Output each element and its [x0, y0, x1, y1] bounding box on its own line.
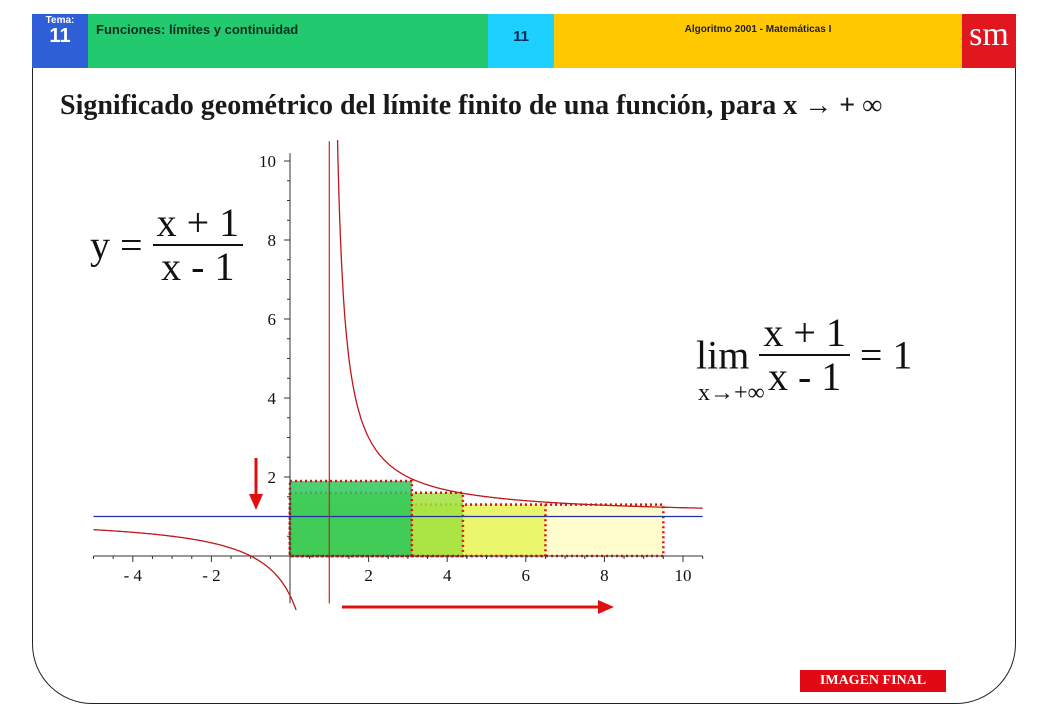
x-tick-label: 2	[364, 566, 373, 585]
formula-numerator: x + 1	[153, 202, 244, 246]
x-tick-label: 4	[442, 566, 452, 585]
x-tick-label: - 4	[123, 566, 143, 585]
limit-result: = 1	[859, 332, 913, 378]
page-title: Significado geométrico del límite finito de una función, para x → + ∞	[60, 90, 883, 121]
final-image-badge: IMAGEN FINAL	[800, 670, 946, 692]
curve-right-branch	[336, 78, 702, 509]
y-tick-label: 6	[267, 310, 276, 329]
x-tick-label: 10	[674, 566, 692, 585]
neighborhood-rect	[290, 481, 412, 556]
down-arrow-head	[249, 494, 263, 510]
x-tick-label: 8	[600, 566, 609, 585]
y-tick-label: 10	[259, 152, 276, 171]
limit-subscript: x→+∞	[698, 380, 765, 406]
function-formula	[90, 202, 243, 288]
formula-denominator: x - 1	[161, 244, 235, 289]
page-number: 11	[513, 28, 529, 45]
y-tick-label: 8	[267, 231, 276, 250]
limit-operator: lim	[696, 332, 750, 378]
formula-lhs: y =	[90, 222, 143, 268]
tema-number: 11	[49, 25, 71, 47]
y-tick-label: 4	[267, 389, 276, 408]
y-tick-label: 2	[267, 468, 276, 487]
logo-text: sm	[969, 16, 1009, 53]
x-tick-label: - 2	[202, 566, 221, 585]
tema-label: Tema:	[45, 15, 75, 26]
topic-title: Funciones: límites y continuidad	[96, 22, 299, 37]
limit-numerator: x + 1	[759, 312, 850, 356]
formula-fraction	[153, 202, 244, 288]
x-tick-label: 6	[521, 566, 531, 585]
right-arrow-head	[598, 600, 614, 614]
book-title: Algoritmo 2001 - Matemáticas I	[684, 24, 832, 35]
limit-denominator: x - 1	[767, 354, 842, 399]
limit-fraction	[759, 312, 850, 398]
